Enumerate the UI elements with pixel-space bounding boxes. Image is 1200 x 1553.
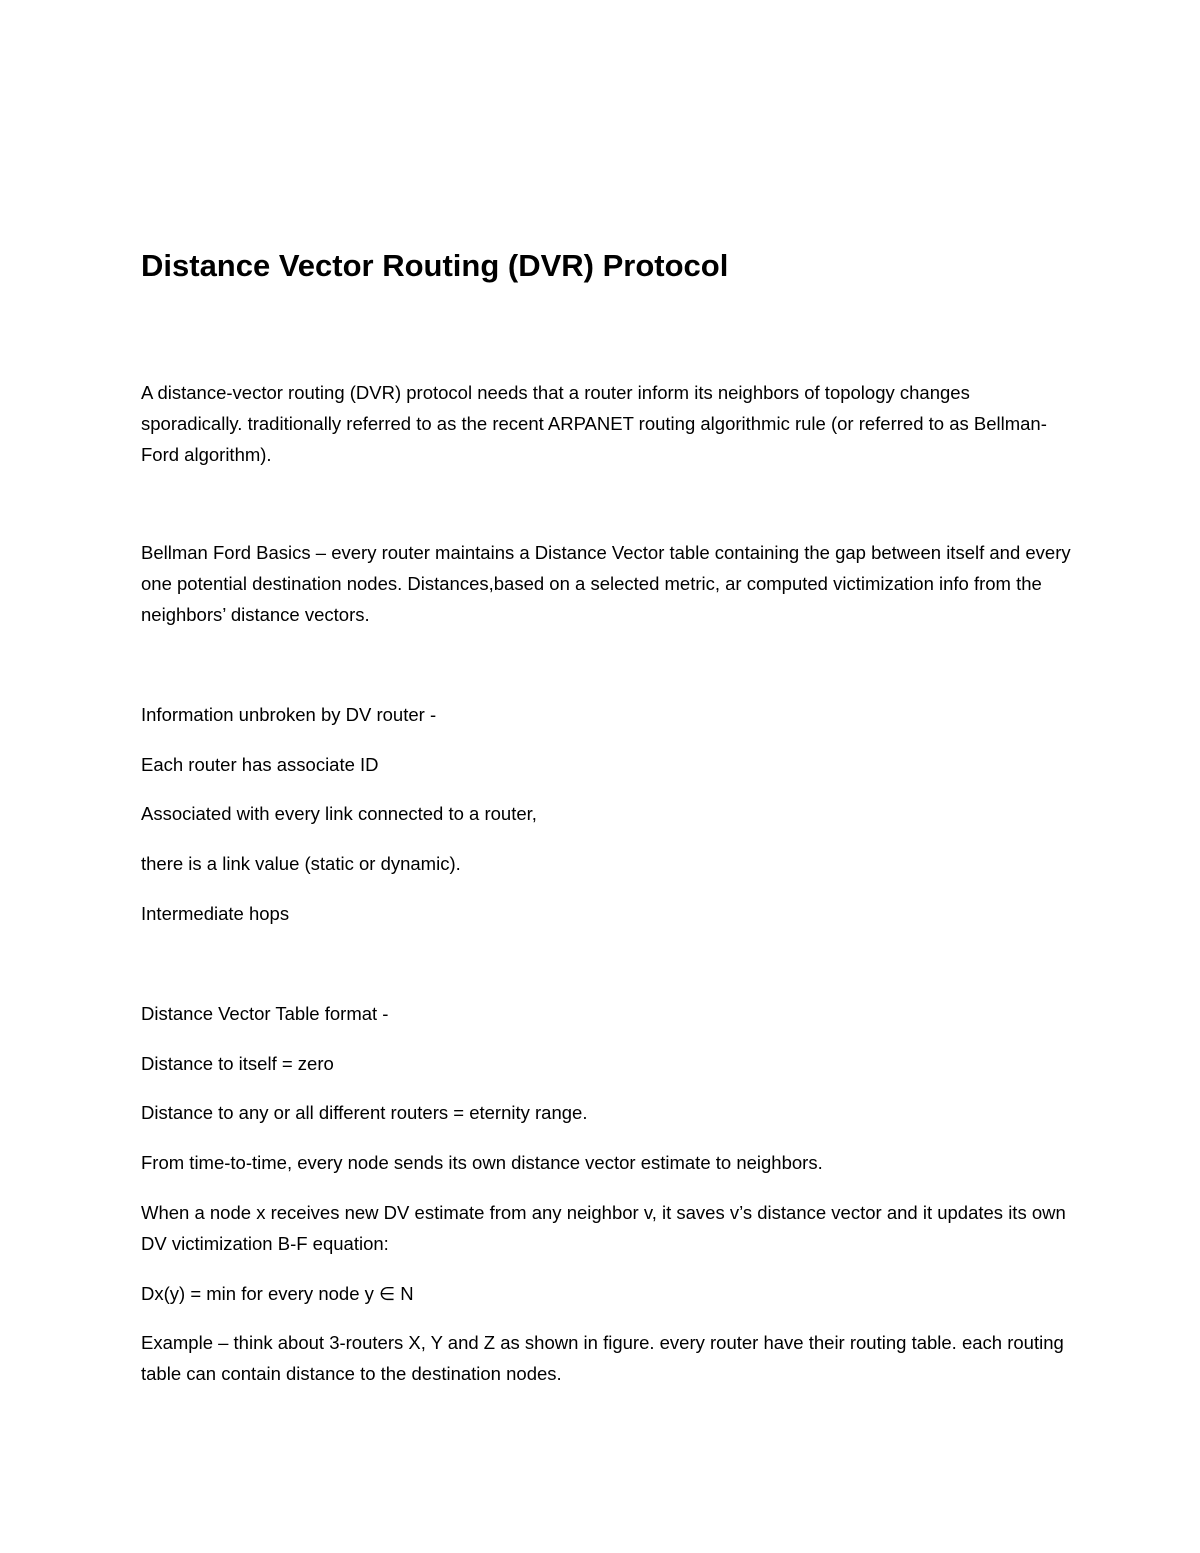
table-format-item: Distance to any or all different routers = eternity range. [141, 1102, 588, 1123]
info-heading: Information unbroken by DV router - [141, 704, 437, 725]
intro-paragraph: A distance-vector routing (DVR) protocol needs that a router inform its neighbors of topology changes sporadically. traditionally referred to as the recent ARPANET routing algorithmic rule (or referred to as Bellman-Ford algorithm). [141, 382, 1047, 465]
info-item: Each router has associate ID [141, 754, 379, 775]
info-item: Intermediate hops [141, 903, 290, 924]
bellman-ford-basics-paragraph: Bellman Ford Basics – every router maintains a Distance Vector table containing the gap between itself and every one potential destination nodes. Distances,based on a selected metric, ar computed victimization info from the neighbors’ distance vectors. [141, 542, 1071, 625]
info-item: there is a link value (static or dynamic). [141, 853, 461, 874]
info-item: Associated with every link connected to a router, [141, 803, 537, 824]
table-format-item: Distance to itself = zero [141, 1053, 334, 1074]
document-title: Distance Vector Routing (DVR) Protocol [141, 248, 729, 283]
example-paragraph: Example – think about 3-routers X, Y and Z as shown in figure. every router have their routing table. each routing table can contain distance to the destination nodes. [141, 1332, 1064, 1384]
update-rule-paragraph: When a node x receives new DV estimate from any neighbor v, it saves v’s distance vector and it updates its own DV victimization B-F equation: [141, 1202, 1066, 1254]
table-format-heading: Distance Vector Table format - [141, 1003, 389, 1024]
bellman-ford-equation: Dx(y) = min for every node y ∈ N [141, 1283, 414, 1304]
table-format-item: From time-to-time, every node sends its own distance vector estimate to neighbors. [141, 1152, 823, 1173]
